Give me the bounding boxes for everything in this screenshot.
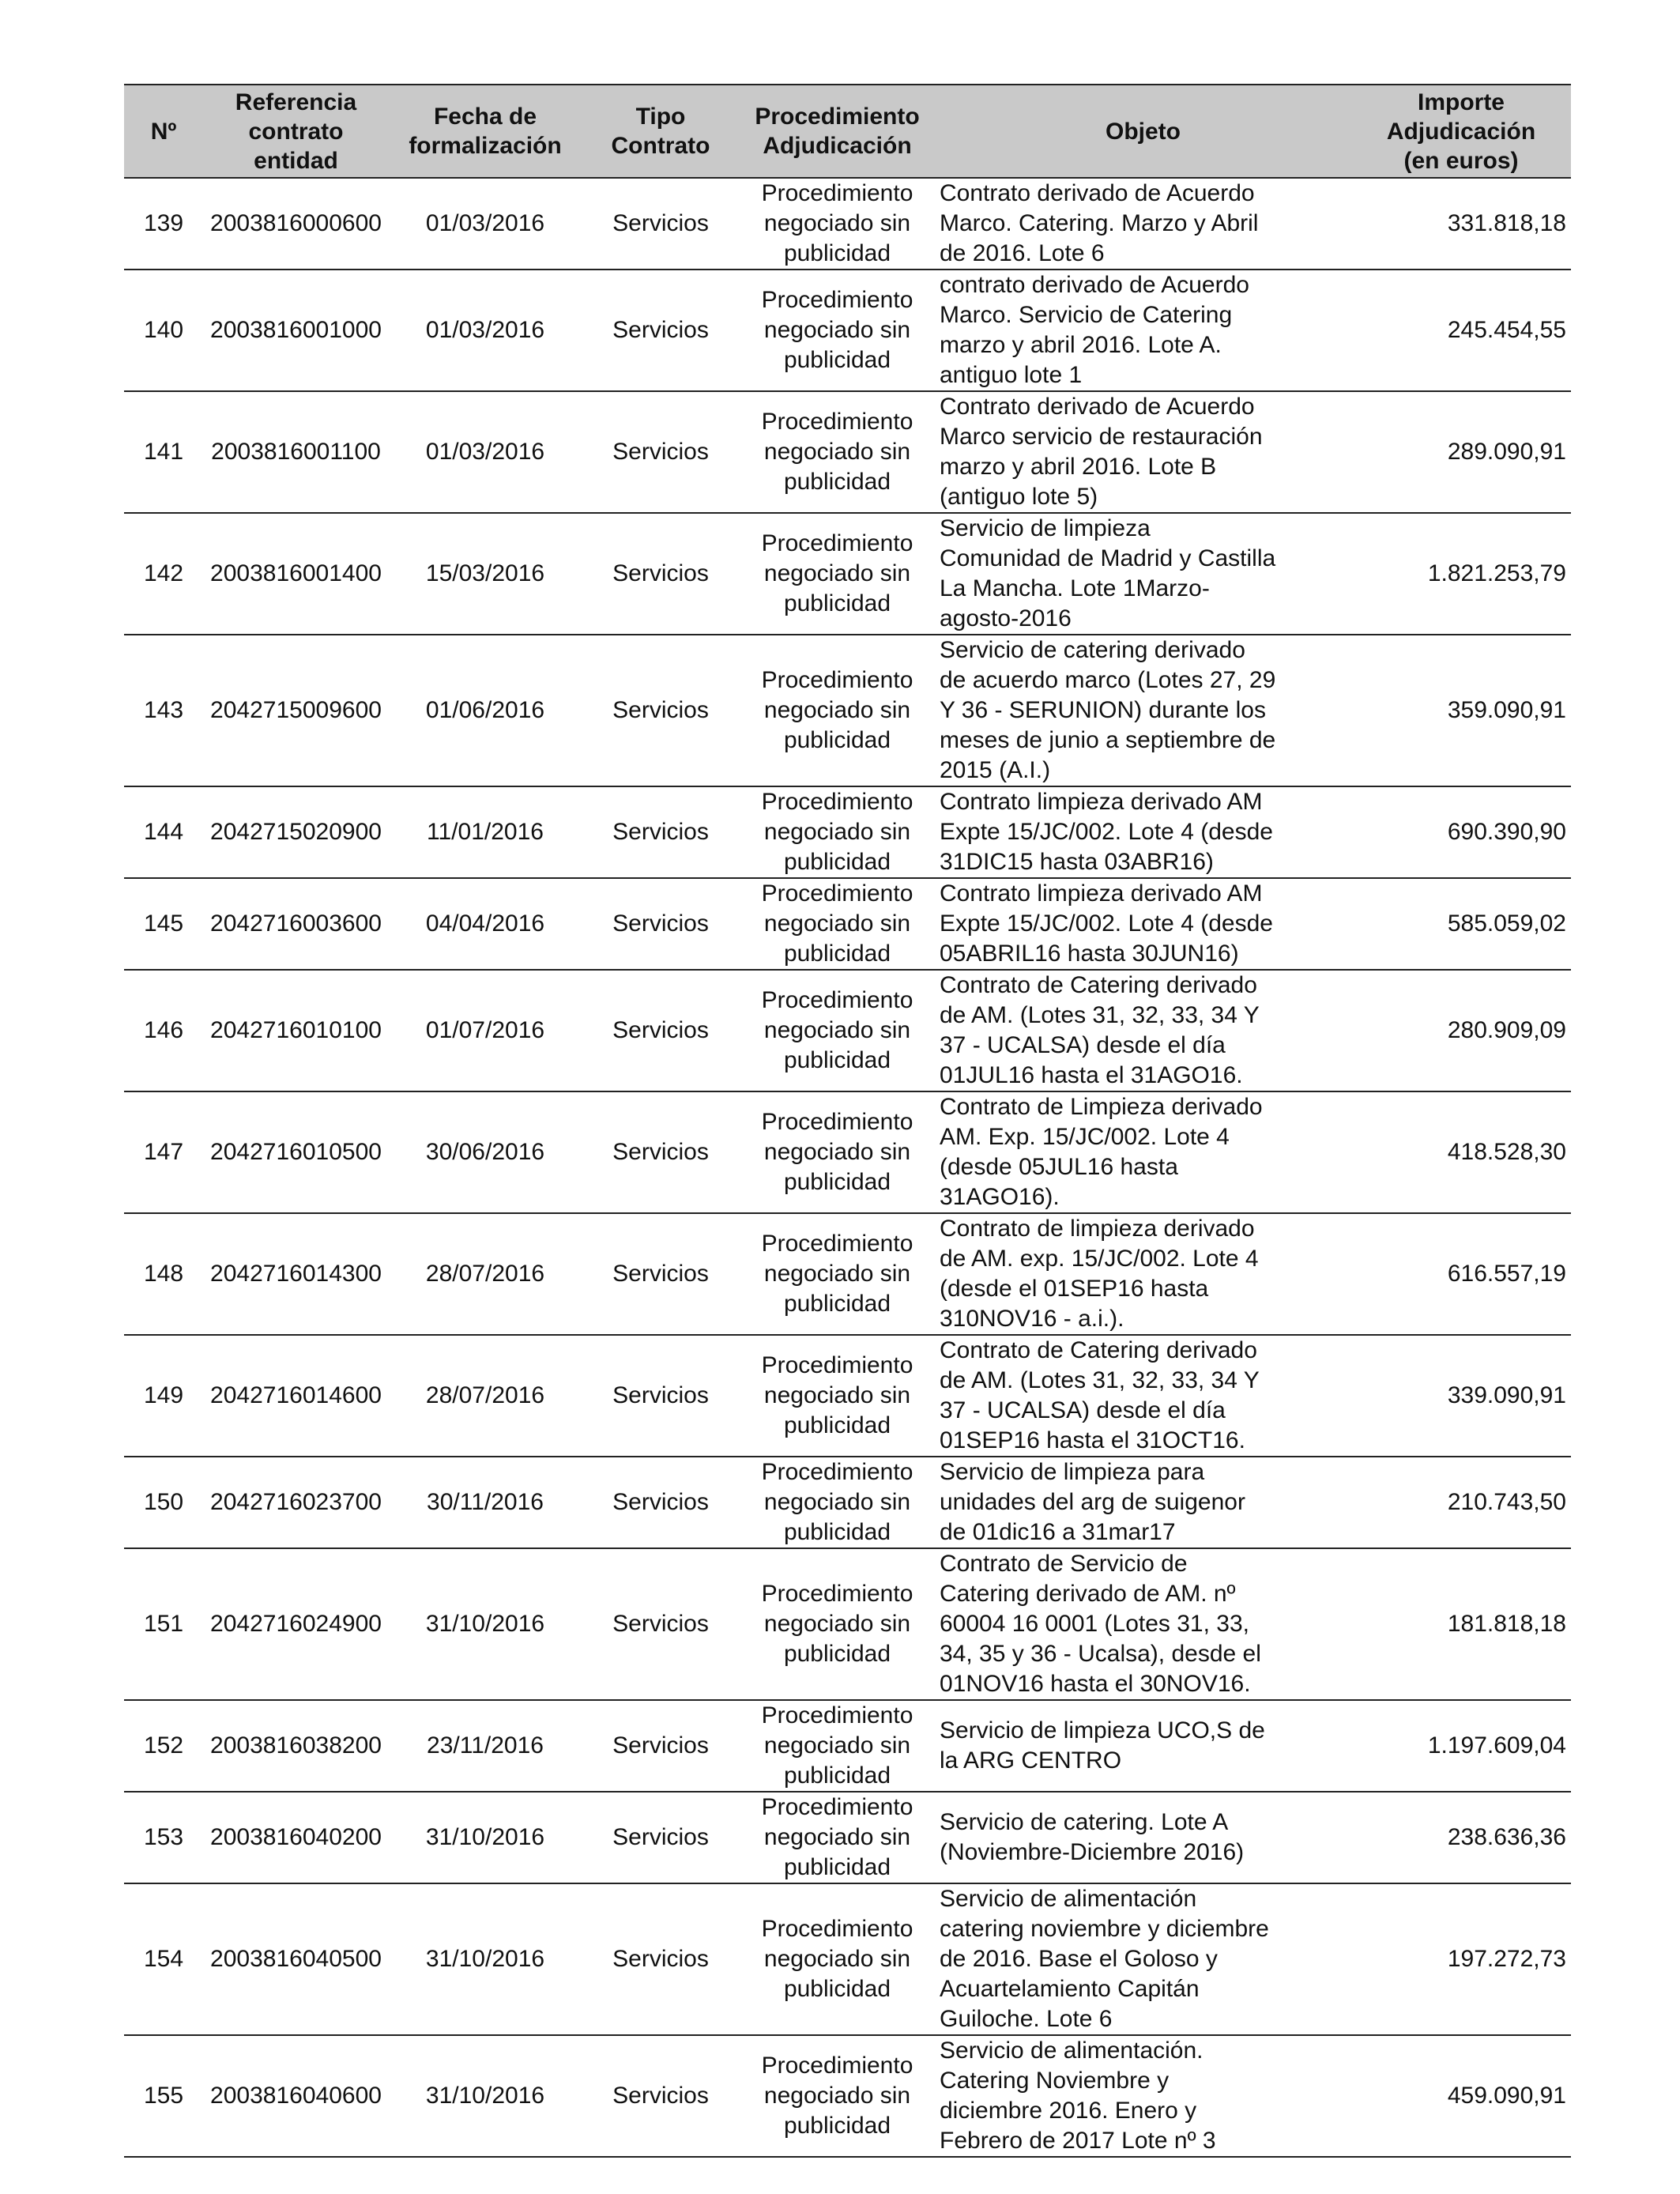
cell-amt: 289.090,91 [1351,391,1571,513]
cell-amt: 459.090,91 [1351,2035,1571,2157]
cell-num: 139 [124,178,203,270]
cell-date: 31/10/2016 [389,2035,582,2157]
cell-ref: 2003816040600 [203,2035,389,2157]
cell-ref: 2042716010100 [203,970,389,1091]
cell-num: 149 [124,1335,203,1457]
cell-ref: 2003816040500 [203,1883,389,2035]
cell-proc: Procedimiento negociado sin publicidad [740,1883,935,2035]
cell-date: 28/07/2016 [389,1213,582,1335]
cell-num: 150 [124,1457,203,1548]
cell-type: Servicios [582,1335,740,1457]
cell-type: Servicios [582,391,740,513]
cell-amt: 181.818,18 [1351,1548,1571,1700]
cell-type: Servicios [582,878,740,970]
cell-proc: Procedimiento negociado sin publicidad [740,1213,935,1335]
cell-num: 151 [124,1548,203,1700]
cell-amt: 418.528,30 [1351,1091,1571,1213]
cell-num: 143 [124,635,203,786]
cell-amt: 1.197.609,04 [1351,1700,1571,1792]
table-row [124,1213,1571,1335]
cell-ref: 2042715009600 [203,635,389,786]
cell-proc: Procedimiento negociado sin publicidad [740,1548,935,1700]
table-row [124,1091,1571,1213]
cell-ref: 2042716014300 [203,1213,389,1335]
cell-ref: 2003816040200 [203,1792,389,1883]
table-body [124,178,1571,2157]
cell-date: 31/10/2016 [389,1548,582,1700]
cell-ref: 2042716003600 [203,878,389,970]
cell-obj: Servicio de catering. Lote A (Noviembre-Diciembre 2016) [935,1792,1351,1883]
header-row [124,85,1571,178]
cell-obj: Contrato de Catering derivado de AM. (Lotes 31, 32, 33, 34 Y 37 - UCALSA) desde el día 01SEP16 hasta el 31OCT16. [935,1335,1351,1457]
cell-num: 152 [124,1700,203,1792]
cell-date: 01/03/2016 [389,270,582,391]
cell-obj: Contrato derivado de Acuerdo Marco servicio de restauración marzo y abril 2016. Lote B (antiguo lote 5) [935,391,1351,513]
cell-num: 146 [124,970,203,1091]
cell-amt: 616.557,19 [1351,1213,1571,1335]
cell-proc: Procedimiento negociado sin publicidad [740,970,935,1091]
cell-date: 31/10/2016 [389,1883,582,2035]
cell-obj: Servicio de limpieza para unidades del arg de suigenor de 01dic16 a 31mar17 [935,1457,1351,1548]
cell-date: 31/10/2016 [389,1792,582,1883]
table-row [124,1335,1571,1457]
cell-obj: Contrato derivado de Acuerdo Marco. Catering. Marzo y Abril de 2016. Lote 6 [935,178,1351,270]
cell-proc: Procedimiento negociado sin publicidad [740,1457,935,1548]
cell-proc: Procedimiento negociado sin publicidad [740,391,935,513]
cell-type: Servicios [582,1700,740,1792]
cell-type: Servicios [582,270,740,391]
cell-num: 145 [124,878,203,970]
table-row [124,1792,1571,1883]
table-row [124,1548,1571,1700]
cell-obj: Contrato de Limpieza derivado AM. Exp. 15/JC/002. Lote 4 (desde 05JUL16 hasta 31AGO16). [935,1091,1351,1213]
cell-obj: contrato derivado de Acuerdo Marco. Servicio de Catering marzo y abril 2016. Lote A. antiguo lote 1 [935,270,1351,391]
cell-ref: 2042715020900 [203,786,389,878]
table-row [124,270,1571,391]
cell-date: 30/11/2016 [389,1457,582,1548]
header-date: Fecha de formalización [389,85,582,178]
cell-obj: Contrato limpieza derivado AM Expte 15/JC/002. Lote 4 (desde 31DIC15 hasta 03ABR16) [935,786,1351,878]
cell-amt: 339.090,91 [1351,1335,1571,1457]
cell-date: 28/07/2016 [389,1335,582,1457]
cell-amt: 1.821.253,79 [1351,513,1571,635]
cell-date: 01/06/2016 [389,635,582,786]
cell-type: Servicios [582,2035,740,2157]
cell-type: Servicios [582,970,740,1091]
cell-proc: Procedimiento negociado sin publicidad [740,513,935,635]
table-row [124,513,1571,635]
cell-amt: 238.636,36 [1351,1792,1571,1883]
cell-obj: Servicio de limpieza UCO,S de la ARG CENTRO [935,1700,1351,1792]
table-row [124,970,1571,1091]
cell-amt: 197.272,73 [1351,1883,1571,2035]
cell-type: Servicios [582,178,740,270]
cell-amt: 359.090,91 [1351,635,1571,786]
cell-num: 142 [124,513,203,635]
cell-ref: 2003816001100 [203,391,389,513]
cell-ref: 2003816000600 [203,178,389,270]
table-row [124,1700,1571,1792]
cell-ref: 2042716014600 [203,1335,389,1457]
table-row [124,635,1571,786]
cell-num: 155 [124,2035,203,2157]
cell-proc: Procedimiento negociado sin publicidad [740,270,935,391]
table-header [124,85,1571,178]
cell-ref: 2003816001000 [203,270,389,391]
cell-num: 144 [124,786,203,878]
cell-type: Servicios [582,1792,740,1883]
header-ref: Referencia contrato entidad [203,85,389,178]
cell-obj: Contrato de Catering derivado de AM. (Lotes 31, 32, 33, 34 Y 37 - UCALSA) desde el día 01JUL16 hasta el 31AGO16. [935,970,1351,1091]
cell-obj: Servicio de limpieza Comunidad de Madrid y Castilla La Mancha. Lote 1Marzo- agosto-2016 [935,513,1351,635]
table-row [124,178,1571,270]
table-row [124,391,1571,513]
header-obj: Objeto [935,85,1351,178]
header-type: Tipo Contrato [582,85,740,178]
cell-date: 01/07/2016 [389,970,582,1091]
cell-type: Servicios [582,1883,740,2035]
table-row [124,878,1571,970]
cell-date: 23/11/2016 [389,1700,582,1792]
cell-obj: Contrato de limpieza derivado de AM. exp. 15/JC/002. Lote 4 (desde el 01SEP16 hasta 310NOV16 - a.i.). [935,1213,1351,1335]
contracts-table [124,84,1571,2158]
cell-obj: Servicio de alimentación catering noviembre y diciembre de 2016. Base el Goloso y Acuartelamiento Capitán Guiloche. Lote 6 [935,1883,1351,2035]
cell-num: 147 [124,1091,203,1213]
cell-obj: Servicio de alimentación. Catering Noviembre y diciembre 2016. Enero y Febrero de 2017 Lote nº 3 [935,2035,1351,2157]
cell-ref: 2042716023700 [203,1457,389,1548]
cell-proc: Procedimiento negociado sin publicidad [740,635,935,786]
header-num: Nº [124,85,203,178]
cell-type: Servicios [582,513,740,635]
cell-obj: Contrato de Servicio de Catering derivado de AM. nº 60004 16 0001 (Lotes 31, 33, 34, 35 y 36 - Ucalsa), desde el 01NOV16 hasta el 30NOV16. [935,1548,1351,1700]
table-row [124,2035,1571,2157]
cell-proc: Procedimiento negociado sin publicidad [740,1335,935,1457]
cell-type: Servicios [582,635,740,786]
cell-num: 148 [124,1213,203,1335]
table-row [124,1457,1571,1548]
cell-proc: Procedimiento negociado sin publicidad [740,2035,935,2157]
cell-ref: 2042716010500 [203,1091,389,1213]
cell-date: 01/03/2016 [389,178,582,270]
cell-obj: Contrato limpieza derivado AM Expte 15/JC/002. Lote 4 (desde 05ABRIL16 hasta 30JUN16) [935,878,1351,970]
cell-date: 30/06/2016 [389,1091,582,1213]
header-amt: Importe Adjudicación (en euros) [1351,85,1571,178]
cell-proc: Procedimiento negociado sin publicidad [740,878,935,970]
cell-type: Servicios [582,1457,740,1548]
cell-num: 154 [124,1883,203,2035]
cell-ref: 2003816038200 [203,1700,389,1792]
cell-amt: 210.743,50 [1351,1457,1571,1548]
cell-type: Servicios [582,1548,740,1700]
table-row [124,786,1571,878]
cell-num: 153 [124,1792,203,1883]
cell-type: Servicios [582,1091,740,1213]
cell-amt: 331.818,18 [1351,178,1571,270]
cell-amt: 280.909,09 [1351,970,1571,1091]
cell-num: 141 [124,391,203,513]
cell-amt: 245.454,55 [1351,270,1571,391]
cell-date: 04/04/2016 [389,878,582,970]
cell-type: Servicios [582,1213,740,1335]
cell-amt: 585.059,02 [1351,878,1571,970]
cell-date: 15/03/2016 [389,513,582,635]
cell-type: Servicios [582,786,740,878]
header-proc: Procedimiento Adjudicación [740,85,935,178]
cell-proc: Procedimiento negociado sin publicidad [740,786,935,878]
cell-obj: Servicio de catering derivado de acuerdo marco (Lotes 27, 29 Y 36 - SERUNION) durante los meses de junio a septiembre de 2015 (A.I.) [935,635,1351,786]
cell-amt: 690.390,90 [1351,786,1571,878]
cell-proc: Procedimiento negociado sin publicidad [740,1091,935,1213]
cell-date: 01/03/2016 [389,391,582,513]
cell-num: 140 [124,270,203,391]
table-row [124,1883,1571,2035]
cell-date: 11/01/2016 [389,786,582,878]
cell-ref: 2042716024900 [203,1548,389,1700]
cell-proc: Procedimiento negociado sin publicidad [740,178,935,270]
cell-proc: Procedimiento negociado sin publicidad [740,1700,935,1792]
cell-ref: 2003816001400 [203,513,389,635]
cell-proc: Procedimiento negociado sin publicidad [740,1792,935,1883]
